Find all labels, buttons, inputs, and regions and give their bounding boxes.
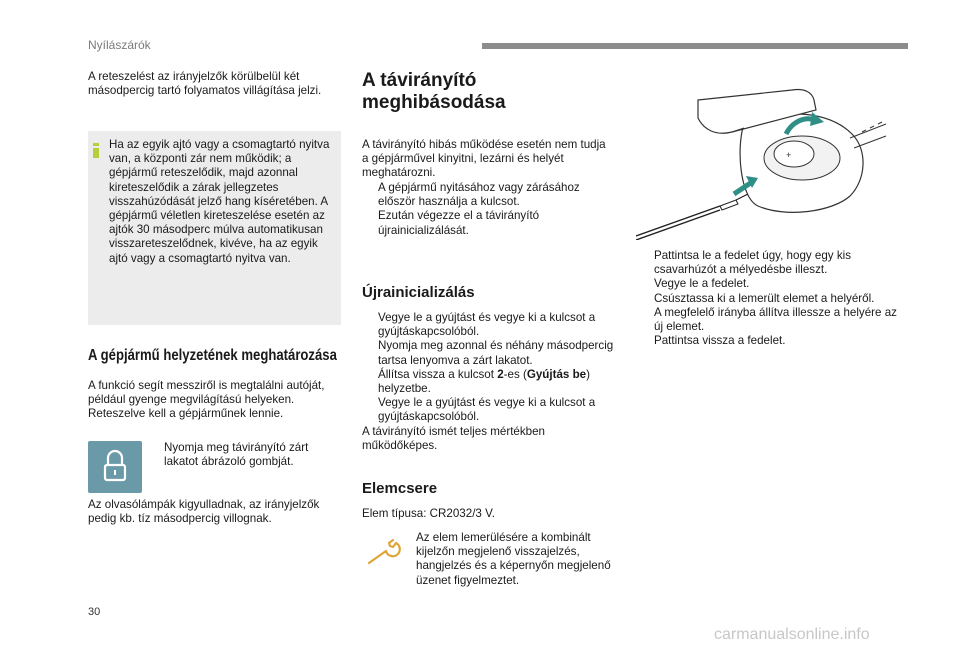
wrench-icon	[366, 538, 406, 568]
battery-title: Elemcsere	[362, 480, 438, 497]
list-item: Csúsztassa ki a lemerült elemet a helyéről.	[654, 291, 875, 305]
lock-intro-text: A reteszelést az irányjelzők körülbelül két másodpercig tartó folyamatos villágítása jelzi.	[88, 70, 322, 98]
watermark: carmanualsonline.info	[714, 626, 870, 643]
list-item: Vegye le a gyújtást és vegye ki a kulcsot a gyújtáskapcsolóból.	[378, 396, 596, 424]
list-item: Állítsa vissza a kulcsot 2-es (Gyújtás be) helyzetbe.	[378, 367, 590, 396]
list-item: Vegye le a gyújtást és vegye ki a kulcsot a gyújtáskapcsolóból.	[378, 311, 596, 339]
page-number: 30	[88, 606, 101, 618]
reinit-title: Újrainicializálás	[362, 284, 475, 301]
list-item: Pattintsa le a fedelet úgy, hogy egy kis csavarhúzót a mélyedésbe illeszt.	[654, 249, 851, 277]
list-item: Vegye le a fedelet.	[654, 277, 750, 291]
header-divider-bar	[482, 43, 908, 49]
key-battery-illustration	[636, 88, 888, 240]
list-item: A gépjármű nyitásához vagy zárásához először használja a kulcsot.	[378, 181, 580, 209]
lights-outro-text: Az olvasólámpák kigyulladnak, az irányjelzők pedig kb. tíz másodpercig villognak.	[88, 498, 320, 526]
remote-fault-title: A távirányító meghibásodása	[362, 70, 506, 113]
reinit-list	[362, 311, 620, 453]
lock-instruction	[148, 441, 338, 469]
remote-fault-intro: A távirányító hibás működése esetén nem tudja a gépjárművel kinyitni, lezárni és helyét meghatározni.	[362, 138, 606, 180]
battery-type: Elem típusa: CR2032/3 V.	[362, 507, 495, 520]
svg-text:+: +	[786, 150, 792, 160]
info-note-text: Ha az egyik ajtó vagy a csomagtartó nyitva van, a központi zár nem működik; a gépjármű reteszelődik, majd azonnal kireteszelődik a zárak jellegzetes visszahúzódását jelző hang kíséretében. A gépjármű véletlen kireteszelése esetén az ajtók 30 másodperc múlva automatikusan visszareteszelődnek, kivéve, ha az egyik ajtó vagy a csomagtartó nyitva van.	[109, 138, 330, 265]
lock-button-icon	[88, 441, 142, 493]
info-icon	[93, 143, 99, 157]
lock-instruction-text: Nyomja meg távirányító zárt lakatot ábrázoló gombját.	[164, 441, 309, 469]
locate-vehicle-text: A funkció segít messziről is megtalálni autóját, például gyenge megvilágítású helyeken. Reteszelve kell a gépjárműnek lennie.	[88, 379, 325, 421]
battery-steps-list	[638, 249, 900, 348]
section-header: Nyílászárók	[88, 38, 151, 52]
remote-fault-list	[362, 181, 612, 238]
list-item: Nyomja meg azonnal és néhány másodpercig tartsa lenyomva a zárt lakatot.	[378, 339, 614, 367]
list-item: Pattintsa vissza a fedelet.	[654, 334, 786, 348]
list-item: Ezután végezze el a távirányító újrainicializálását.	[378, 209, 540, 237]
list-item: A megfelelő irányba állítva illessze a helyére az új elemet.	[654, 305, 897, 334]
battery-warning-text: Az elem lemerülésére a kombinált kijelzőn megjelenő visszajelzés, hangjelzés és a képernyőn megjelenő üzenet figyelmeztet.	[416, 531, 611, 587]
reinit-outro: A távirányító ismét teljes mértékben működőképes.	[362, 424, 546, 452]
locate-vehicle-title: A gépjármű helyzetének meghatározása	[88, 347, 337, 364]
